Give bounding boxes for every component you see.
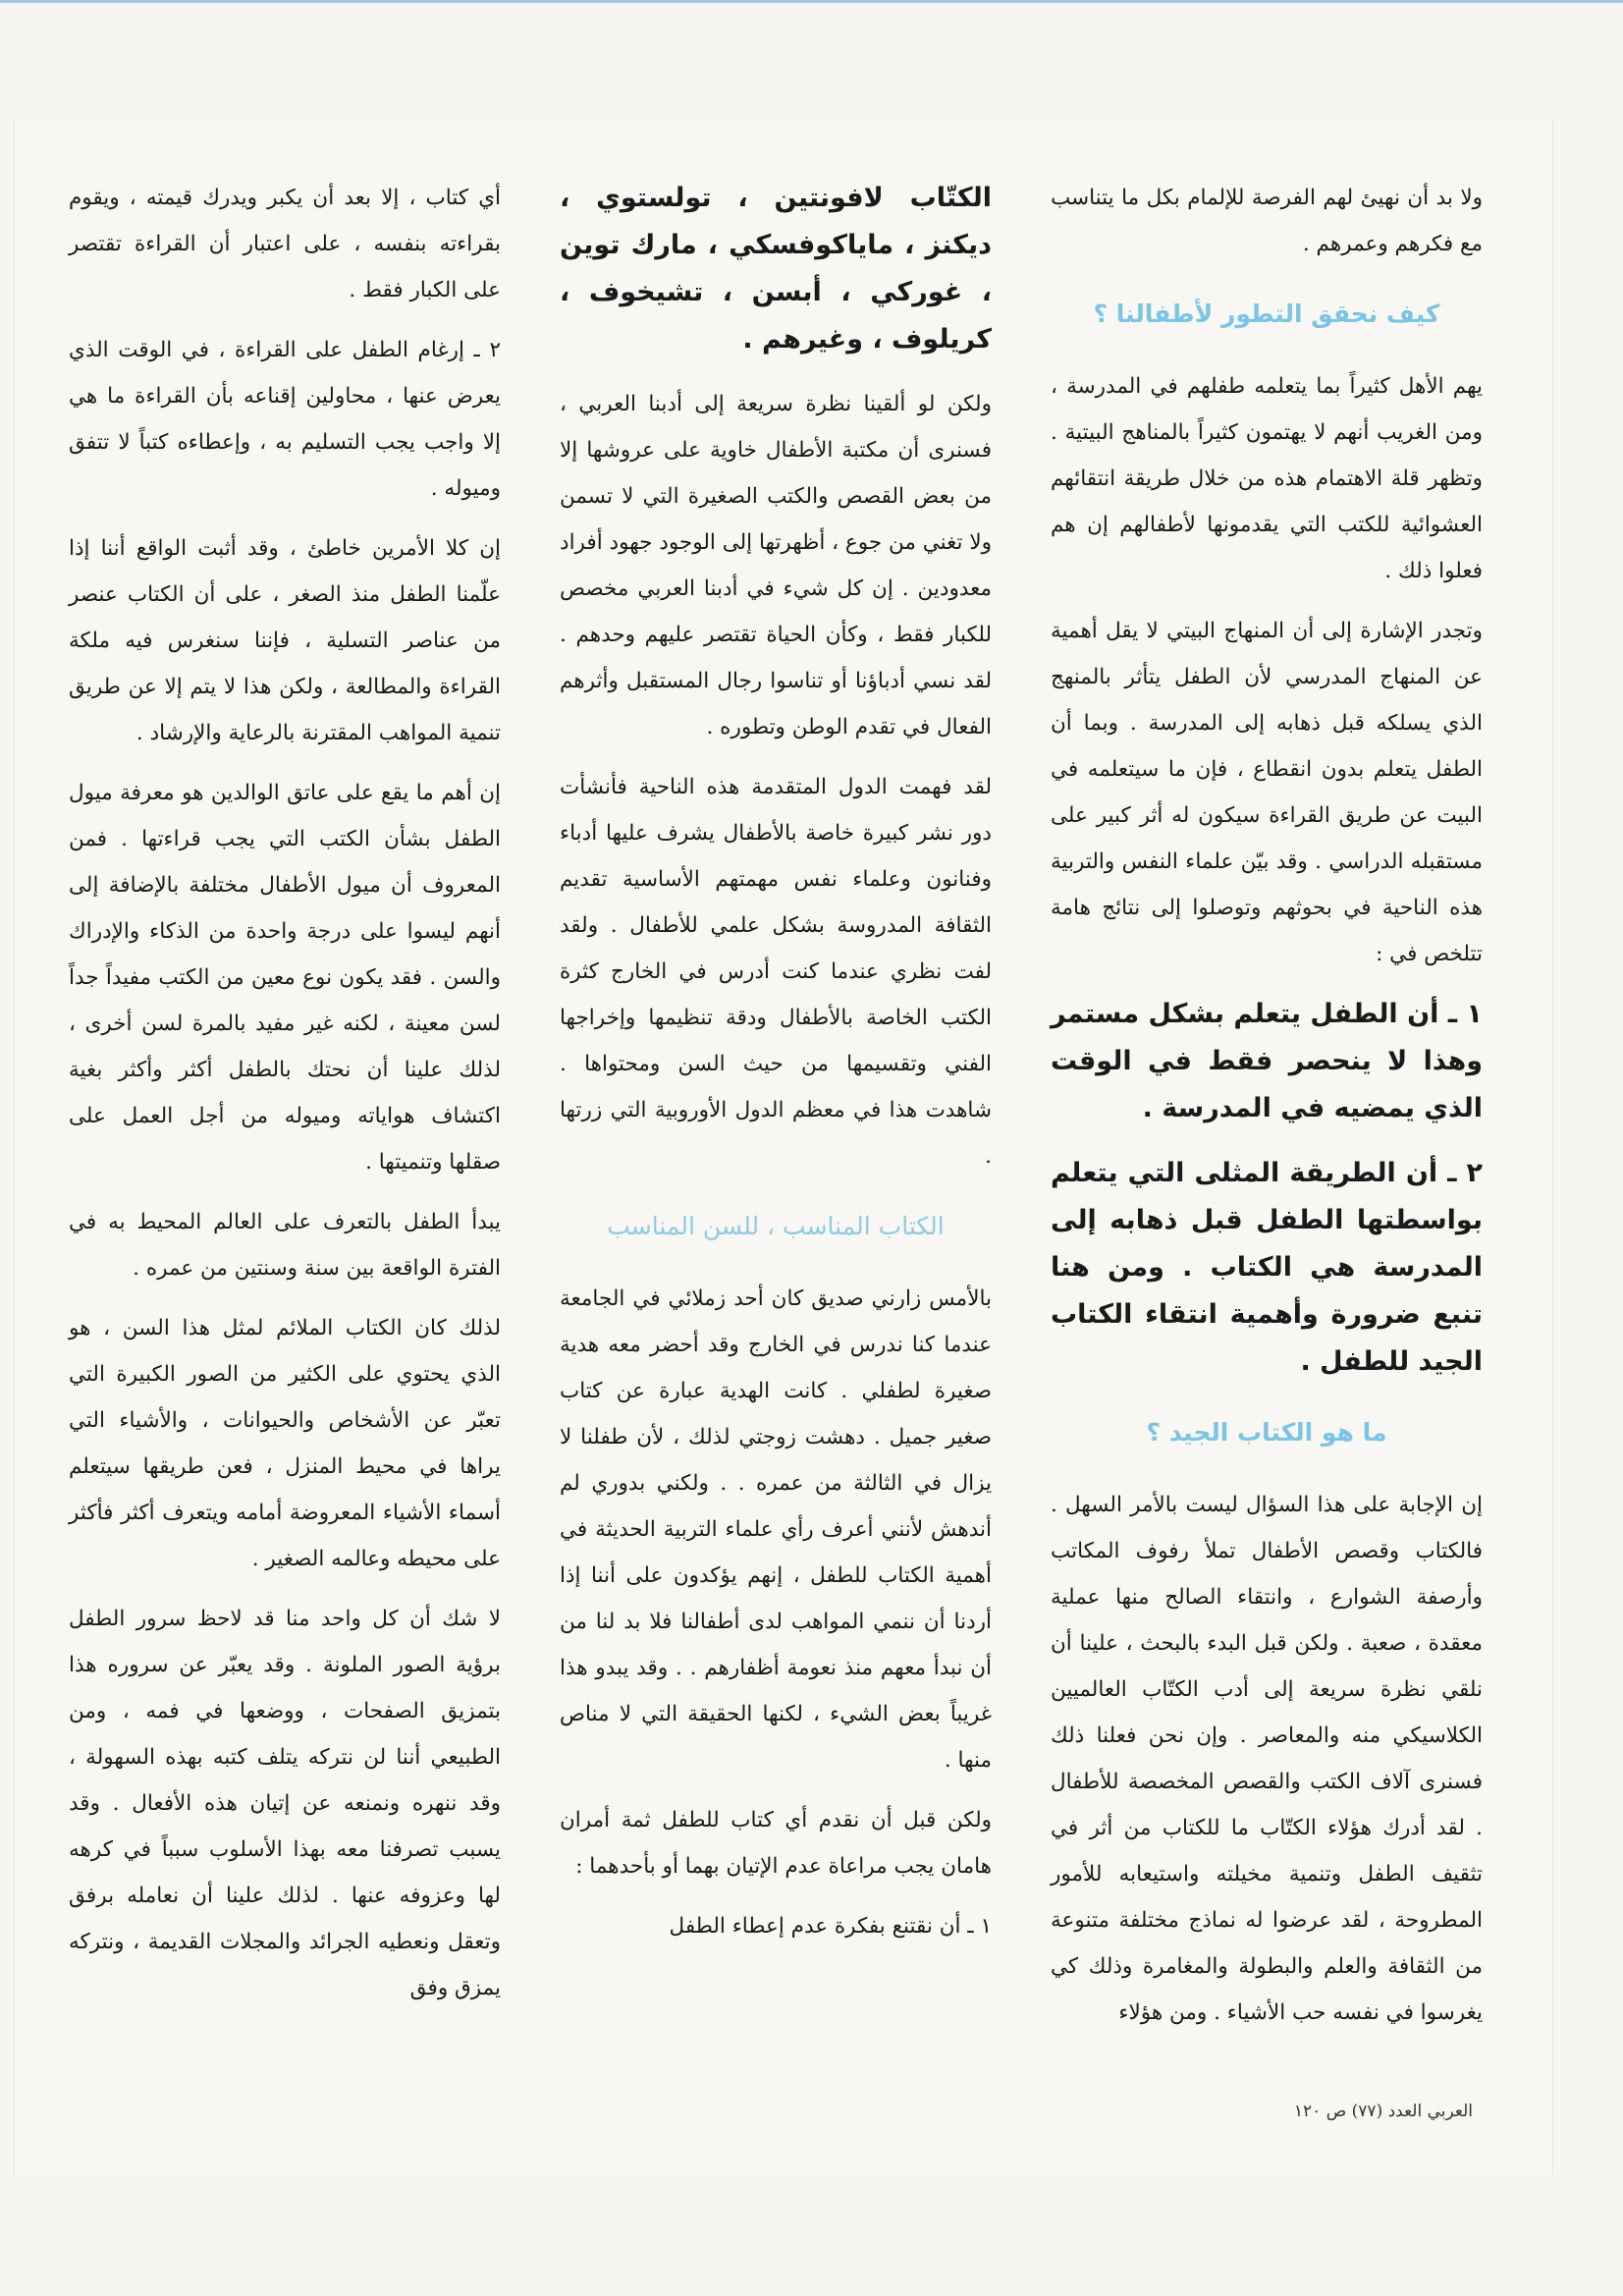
column-left <box>69 175 501 2090</box>
point-2: ٢ ـ أن الطريقة المثلى التي يتعلم بواسطتها الطفل قبل ذهابه إلى المدرسة هي الكتاب . ومن هنا تنبع ضرورة وأهمية انتقاء الكتاب الجيد للطفل . <box>1051 1158 1483 1377</box>
paragraph: لقد فهمت الدول المتقدمة هذه الناحية فأنشأت دور نشر كبيرة خاصة بالأطفال يشرف عليها أدباء وفنانون وعلماء نفس مهمتهم الأساسية تقديم الثقافة المدروسة بشكل علمي للأطفال . ولقد لفت نظري عندما كنت أدرس في الخارج كثرة الكتب الخاصة بالأطفال ودقة تنظيمها وإخراجها الفني وتقسيمها من حيث السن ومحتواها . شاهدت هذا في معظم الدول الأوروبية التي زرتها . <box>560 775 992 1169</box>
paragraph: يهم الأهل كثيراً بما يتعلمه طفلهم في المدرسة ، ومن الغريب أنهم لا يهتمون كثيراً بالمناهج البيتية . وتظهر قلة الاهتمام هذه من خلال طريقة انتقائهم العشوائية للكتب التي يقدمونها لأطفالهم إن هم فعلوا ذلك . <box>1051 374 1483 583</box>
top-border <box>0 0 1623 3</box>
paragraph: ولكن قبل أن نقدم أي كتاب للطفل ثمة أمران هامان يجب مراعاة عدم الإتيان بهما أو بأحدهما : <box>560 1808 992 1879</box>
paragraph: بالأمس زارني صديق كان أحد زملائي في الجامعة عندما كنا ندرس في الخارج وقد أحضر معه هدية صغيرة لطفلي . كانت الهدية عبارة عن كتاب صغير جميل . دهشت زوجتي لذلك ، لأن طفلنا لا يزال في الثالثة من عمره . . ولكني بدوري لم أندهش لأنني أعرف رأي علماء التربية الحديثة في أهمية الكتاب للطفل ، إنهم يؤكدون على أننا إذا أردنا أن ننمي المواهب لدى أطفالنا فلا بد لنا من أن نبدأ معهم منذ نعومة أظفارهم . . وقد يبدو هذا غريباً بعض الشيء ، لكنها الحقيقة التي لا مناص منها . <box>560 1286 992 1773</box>
column-right <box>1051 175 1483 2090</box>
paragraph: ١ ـ أن نقتنع بفكرة عدم إعطاء الطفل <box>669 1914 992 1939</box>
paragraph: لا شك أن كل واحد منا قد لاحظ سرور الطفل برؤية الصور الملونة . وقد يعبّر عن سروره هذا بتمزيق الصفحات ، ووضعها في فمه ، ومن الطبيعي أننا لن نتركه يتلف كتبه بهذه السهولة ، وقد ننهره ونمنعه عن إتيان هذه الأفعال . وقد يسبب تصرفنا معه بهذا الأسلوب سبباً في كرهه لها وعزوفه عنها . لذلك علينا أن نعامله برفق وتعقل ونعطيه الجرائد والمجلات القديمة ، ونتركه يمزق وفق <box>69 1607 501 2000</box>
authors-list: الكتّاب لافونتين ، تولستوي ، ديكنز ، ماياكوفسكي ، مارك توين ، غوركي ، أبسن ، تشيخوف ، كريلوف ، وغيرهم . <box>560 183 992 355</box>
paragraph: وتجدر الإشارة إلى أن المنهاج البيتي لا يقل أهمية عن المنهاج المدرسي لأن الطفل يتأثر بالمنهج الذي يسلكه قبل ذهابه إلى المدرسة . وبما أن الطفل يتعلم بدون انقطاع ، فإن ما سيتعلمه في البيت عن طريق القراءة سيكون له أثر كبير على مستقبله الدراسي . وقد بيّن علماء النفس والتربية هذه الناحية في بحوثهم وتوصلوا إلى نتائج هامة تتلخص في : <box>1051 619 1483 966</box>
paragraph: يبدأ الطفل بالتعرف على العالم المحيط به في الفترة الواقعة بين سنة وسنتين من عمره . <box>69 1210 501 1281</box>
paragraph: أي كتاب ، إلا بعد أن يكبر ويدرك قيمته ، ويقوم بقراءته بنفسه ، على اعتبار أن القراءة تقتصر على الكبار فقط . <box>69 186 501 302</box>
page-footer: العربي العدد (٧٧) ص ١٢٠ <box>1293 2102 1473 2121</box>
paragraph: إن أهم ما يقع على عاتق الوالدين هو معرفة ميول الطفل بشأن الكتب التي يجب قراءتها . فمن المعروف أن ميول الأطفال مختلفة بالإضافة إلى أنهم ليسوا على درجة واحدة من الذكاء والإدراك والسن . فقد يكون نوع معين من الكتب مفيداً جداً لسن معينة ، لكنه غير مفيد بالمرة لسن أخرى ، لذلك علينا أن نحتك بالطفل أكثر وأكثر بغية اكتشاف هواياته وميوله من أجل العمل على صقلها وتنميتها . <box>69 781 501 1175</box>
paragraph: إن الإجابة على هذا السؤال ليست بالأمر السهل . فالكتاب وقصص الأطفال تملأ رفوف المكاتب وأرصفة الشوارع ، وانتقاء الصالح منها عملية معقدة ، صعبة . ولكن قبل البدء بالبحث ، علينا أن نلقي نظرة سريعة إلى أدب الكتّاب العالميين الكلاسيكي منه والمعاصر . وإن نحن فعلنا ذلك فسنرى آلاف الكتب والقصص المخصصة للأطفال . لقد أدرك هؤلاء الكتّاب ما للكتاب من أثر في تثقيف الطفل وتنمية مخيلته واستيعابه للأمور المطروحة ، لقد عرضوا له نماذج مختلفة متنوعة من الثقافة والعلم والبطولة والمغامرة وذلك كي يغرسوا في نفسه حب الأشياء . ومن هؤلاء <box>1051 1493 1483 2025</box>
paragraph: ٢ ـ إرغام الطفل على القراءة ، في الوقت الذي يعرض عنها ، محاولين إقناعه بأن القراءة ما هي إلا واجب يجب التسليم به ، وإعطاءه كتباً لا تتفق وميوله . <box>69 338 501 501</box>
paragraph: ولا بد أن نهيئ لهم الفرصة للإلمام بكل ما يتناسب مع فكرهم وعمرهم . <box>1051 186 1483 256</box>
article-columns <box>69 175 1483 2090</box>
paragraph: لذلك كان الكتاب الملائم لمثل هذا السن ، هو الذي يحتوي على الكثير من الصور الكبيرة التي تعبّر عن الأشخاص والحيوانات ، والأشياء التي يراها في محيط المنزل ، فعن طريقها سيتعلم أسماء الأشياء المعروضة أمامه ويتعرف أكثر فأكثر على محيطه وعالمه الصغير . <box>69 1316 501 1571</box>
column-middle <box>560 175 992 2090</box>
section-heading: الكتاب المناسب ، للسن المناسب <box>607 1212 945 1240</box>
point-1: ١ ـ أن الطفل يتعلم بشكل مستمر وهذا لا ينحصر فقط في الوقت الذي يمضيه في المدرسة . <box>1051 999 1483 1123</box>
section-heading: ما هو الكتاب الجيد ؟ <box>1146 1418 1387 1447</box>
paragraph: إن كلا الأمرين خاطئ ، وقد أثبت الواقع أننا إذا علّمنا الطفل منذ الصغر ، على أن الكتاب عنصر من عناصر التسلية ، فإننا سنغرس فيه ملكة القراءة والمطالعة ، ولكن هذا لا يتم إلا عن طريق تنمية المواهب المقترنة بالرعاية والإرشاد . <box>69 536 501 745</box>
paragraph: ولكن لو ألقينا نظرة سريعة إلى أدبنا العربي ، فسنرى أن مكتبة الأطفال خاوية على عروشها إلا من بعض القصص والكتب الصغيرة التي لا تسمن ولا تغني من جوع ، أظهرتها إلى الوجود جهود أفراد معدودين . إن كل شيء في أدبنا العربي مخصص للكبار فقط ، وكأن الحياة تقتصر عليهم وحدهم . لقد نسي أدباؤنا أو تناسوا رجال المستقبل وأثرهم الفعال في تقدم الوطن وتطوره . <box>560 392 992 739</box>
section-heading: كيف نحقق التطور لأطفالنا ؟ <box>1093 300 1440 328</box>
